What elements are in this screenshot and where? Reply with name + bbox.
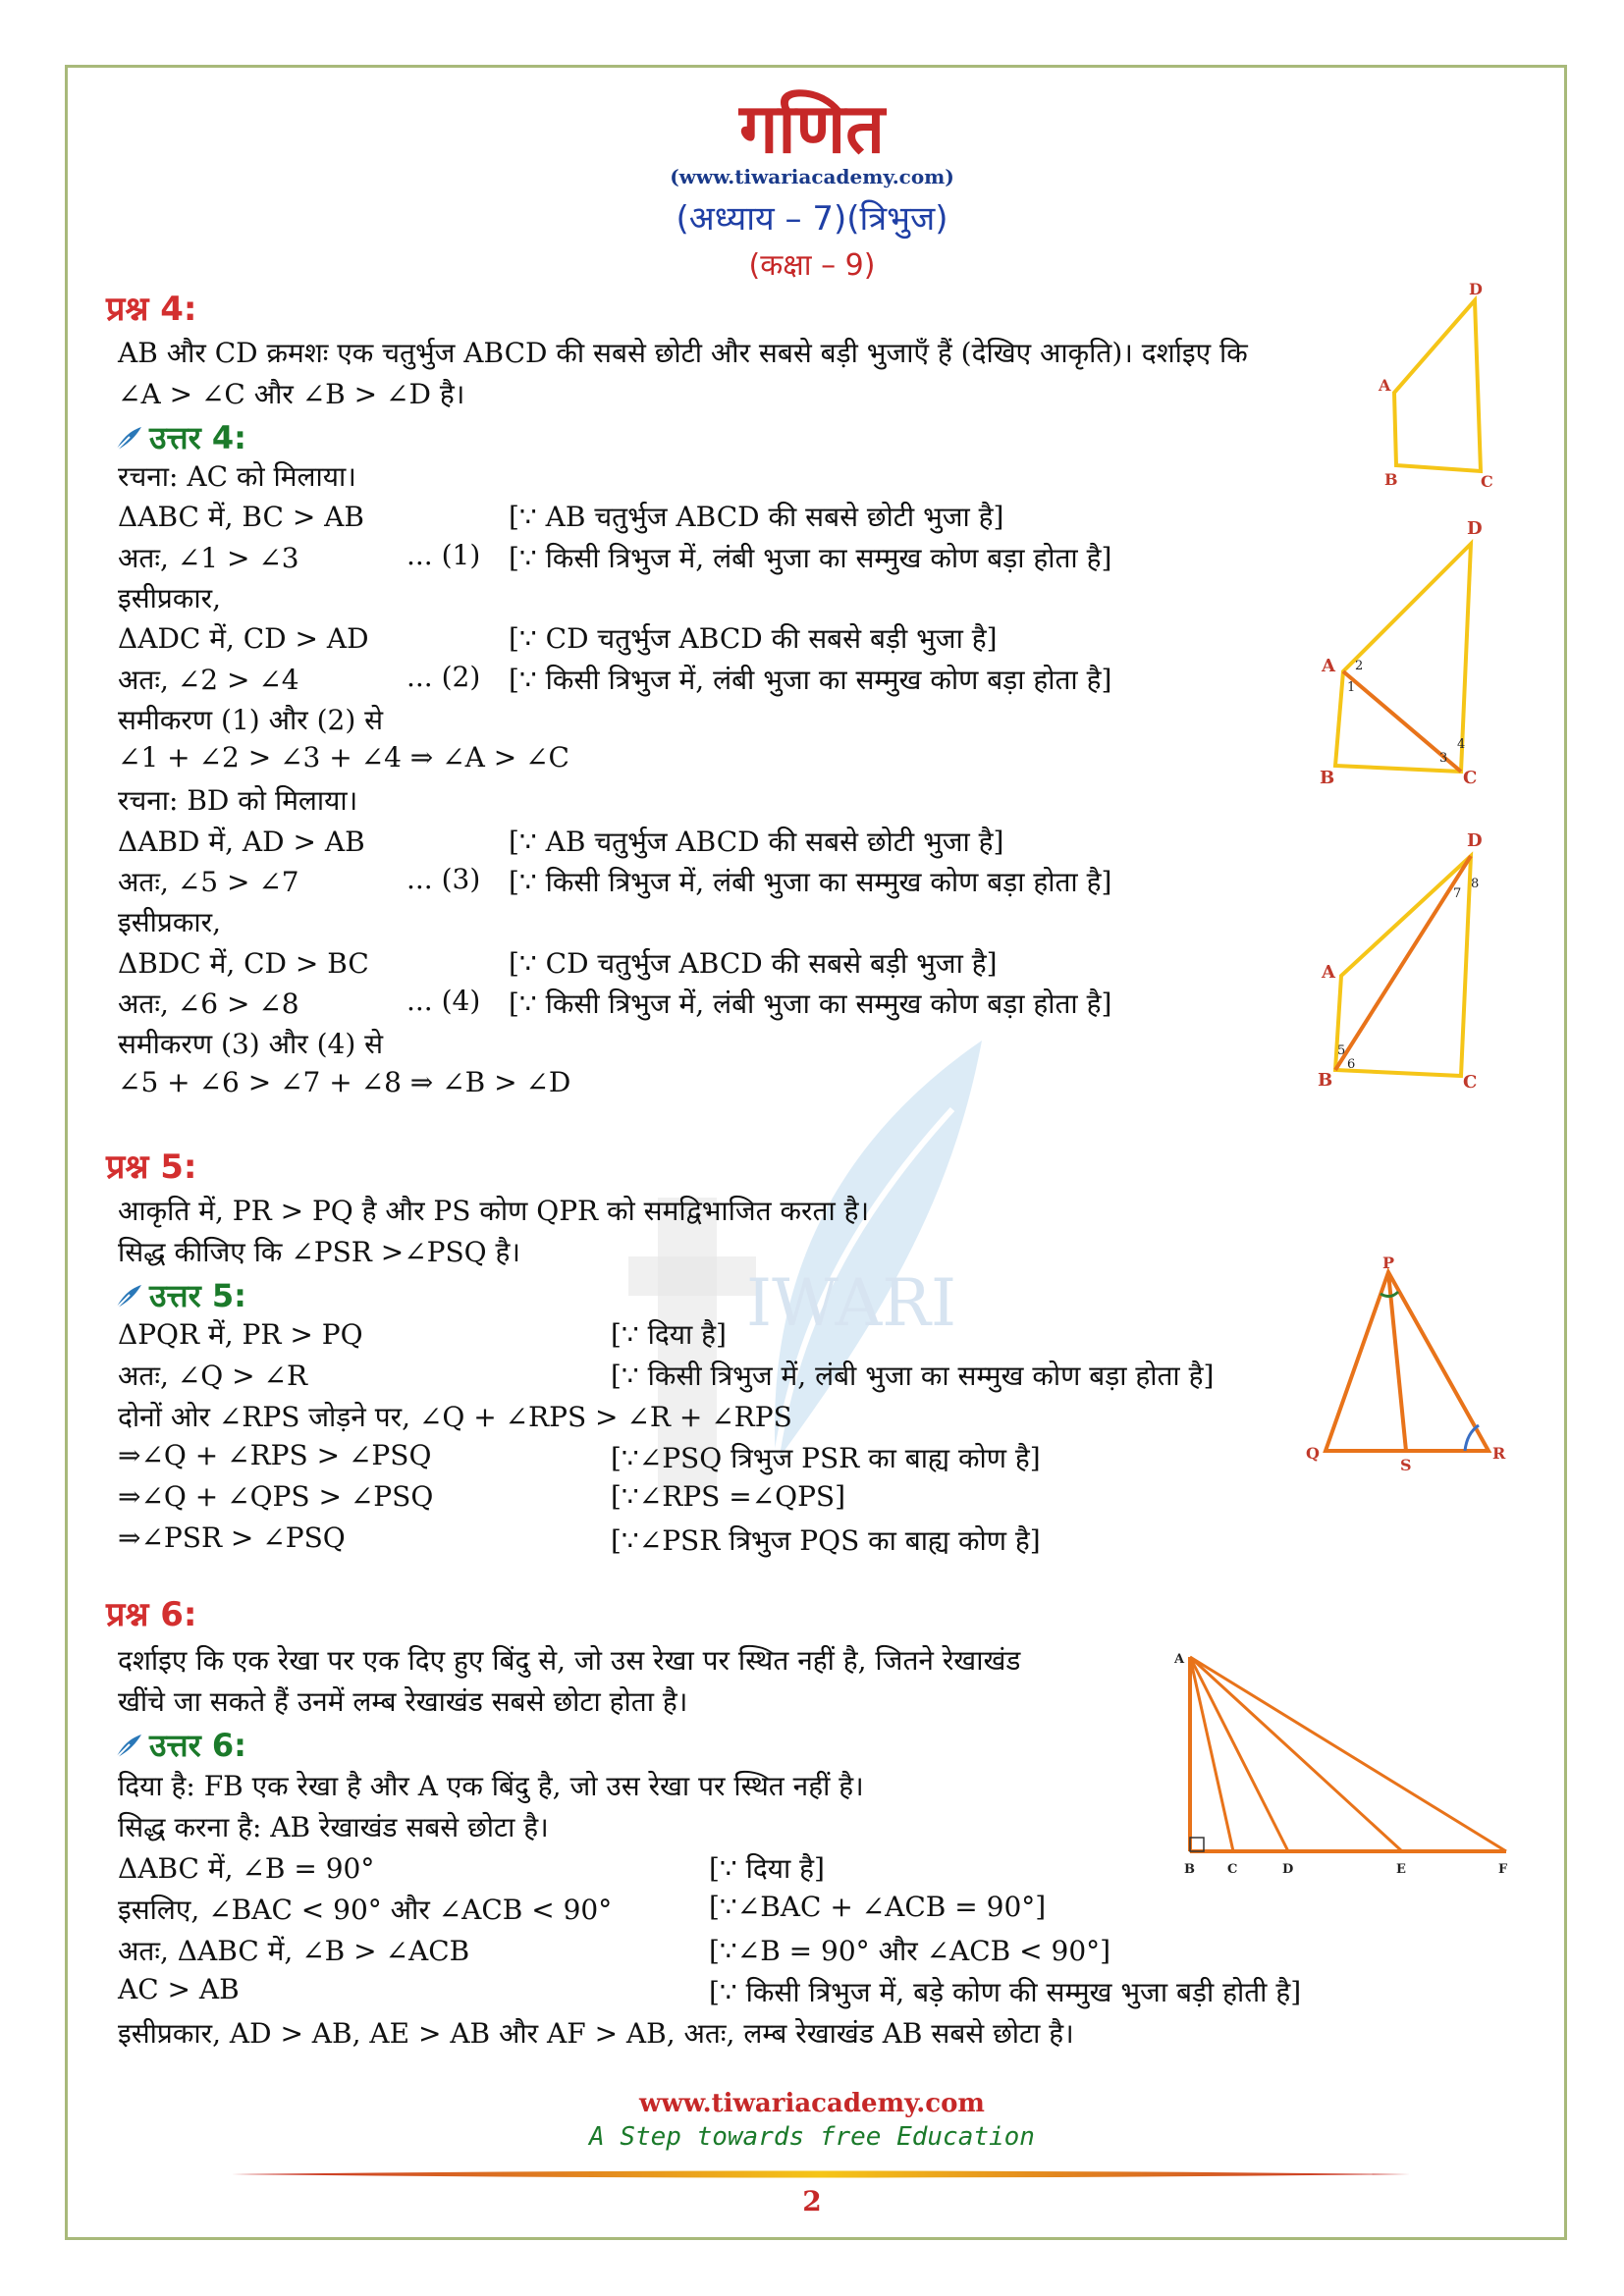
footer-divider — [232, 2169, 1410, 2179]
step-reason: [∵∠B = 90° और ∠ACB < 90°] — [709, 1935, 1111, 1967]
step-reason: [∵∠RPS =∠QPS] — [611, 1480, 846, 1513]
solution-step: ∠5 + ∠6 > ∠7 + ∠8 ⇒ ∠B > ∠D — [118, 1065, 571, 1098]
solution-step: रचना: AC को मिलाया। — [118, 460, 356, 493]
fig5-label-a: A — [1174, 1652, 1185, 1667]
solution-step: अतः, ∠5 > ∠7 — [118, 866, 299, 898]
fig2-label-c: C — [1463, 768, 1478, 788]
footer-url: www.tiwariacademy.com — [639, 2089, 985, 2118]
fig2-angle-2: 2 — [1355, 659, 1364, 673]
q6-answer-heading — [114, 1724, 246, 1766]
quill-icon — [114, 425, 143, 453]
fig1-label-c: C — [1481, 472, 1493, 491]
fig2-angle-3: 3 — [1439, 751, 1448, 766]
step-reason: [∵ CD चतुर्भुज ABCD की सबसे बड़ी भुजा है] — [509, 946, 998, 980]
fig3-label-b: B — [1318, 1070, 1333, 1091]
q5-text-2: सिद्ध कीजिए कि ∠PSR >∠PSQ है। — [118, 1236, 521, 1268]
q4-text-1: AB और CD क्रमशः एक चतुर्भुज ABCD की सबसे छोटी और सबसे बड़ी भुजाएँ हैं (देखिए आकृति)। दर्शाइए कि — [118, 337, 1248, 369]
fig2-angle-4: 4 — [1457, 737, 1466, 752]
quill-icon — [114, 1283, 143, 1310]
q6-answer-label: उत्तर 6: — [149, 1727, 246, 1764]
fig5-label-f: F — [1498, 1862, 1508, 1877]
solution-step: इसीप्रकार, — [118, 581, 221, 614]
solution-step: ΔBDC में, CD > BC — [118, 946, 369, 980]
fig3-angle-8: 8 — [1471, 877, 1480, 891]
chapter-title: (अध्याय – 7)(त्रिभुज) — [676, 199, 948, 239]
step-reason: [∵ AB चतुर्भुज ABCD की सबसे छोटी भुजा है] — [509, 501, 1004, 534]
q5-text-1: आकृति में, PR > PQ है और PS कोण QPR को समद्विभाजित करता है। — [118, 1195, 870, 1227]
solution-step: रचना: BD को मिलाया। — [118, 784, 358, 818]
equation-number: ... (4) — [406, 984, 481, 1017]
solution-step: ΔADC में, CD > AD — [118, 622, 369, 656]
figure-triangle-pqr — [1296, 1254, 1522, 1474]
step-reason: [∵ किसी त्रिभुज में, लंबी भुजा का सम्मुख कोण बड़ा होता है] — [509, 987, 1112, 1020]
solution-step: अतः, ΔABC में, ∠B > ∠ACB — [118, 1935, 470, 1967]
step-reason: [∵ किसी त्रिभुज में, लंबी भुजा का सम्मुख कोण बड़ा होता है] — [611, 1360, 1215, 1392]
fig3-label-c: C — [1463, 1072, 1478, 1093]
step-reason: [∵∠PSR त्रिभुज PQS का बाह्य कोण है] — [611, 1524, 1041, 1557]
step-reason: [∵ किसी त्रिभुज में, लंबी भुजा का सम्मुख कोण बड़ा होता है] — [509, 866, 1112, 898]
fig4-label-r: R — [1492, 1444, 1506, 1463]
solution-step: समीकरण (3) और (4) से — [118, 1028, 384, 1061]
fig2-label-d: D — [1467, 518, 1483, 539]
fig4-label-p: P — [1382, 1254, 1395, 1272]
fig3-label-a: A — [1322, 962, 1335, 983]
solution-step: ΔABC में, ∠B = 90° — [118, 1852, 375, 1885]
fig3-angle-5: 5 — [1337, 1043, 1346, 1058]
solution-step: AC > AB — [118, 1973, 240, 2005]
figure-perpendicular-segments — [1164, 1645, 1518, 1879]
q6-given: दिया है: FB एक रेखा है और A एक बिंदु है, जो उस रेखा पर स्थित नहीं है। — [118, 1770, 864, 1802]
solution-step: ⇒∠Q + ∠QPS > ∠PSQ — [118, 1480, 434, 1513]
equation-number: ... (2) — [406, 660, 481, 693]
q4-heading: प्रश्न 4: — [106, 290, 197, 329]
site-url: (www.tiwariacademy.com) — [670, 165, 954, 188]
q4-text-2: ∠A > ∠C और ∠B > ∠D है। — [118, 378, 465, 410]
step-reason: [∵∠BAC + ∠ACB = 90°] — [709, 1891, 1047, 1923]
fig1-label-a: A — [1379, 376, 1391, 395]
solution-step: ⇒∠Q + ∠RPS > ∠PSQ — [118, 1439, 432, 1471]
fig5-label-c: C — [1227, 1862, 1238, 1877]
equation-number: ... (3) — [406, 863, 481, 895]
q6-text-1: दर्शाइए कि एक रेखा पर एक दिए हुए बिंदु से, जो उस रेखा पर स्थित नहीं है, जितने रेखाखंड — [118, 1644, 1021, 1677]
fig1-label-b: B — [1384, 470, 1398, 489]
solution-step: अतः, ∠2 > ∠4 — [118, 663, 299, 696]
fig5-label-b: B — [1184, 1862, 1195, 1877]
fig2-angle-1: 1 — [1347, 680, 1356, 695]
solution-step: ΔPQR में, PR > PQ — [118, 1318, 363, 1351]
q4-answer-label: उत्तर 4: — [149, 419, 246, 456]
step-reason: [∵ किसी त्रिभुज में, लंबी भुजा का सम्मुख कोण बड़ा होता है] — [509, 541, 1112, 574]
step-reason: [∵ CD चतुर्भुज ABCD की सबसे बड़ी भुजा है] — [509, 622, 998, 656]
solution-step: अतः, ∠1 > ∠3 — [118, 541, 299, 574]
solution-step: ΔABD में, AD > AB — [118, 825, 365, 858]
fig3-angle-7: 7 — [1453, 886, 1462, 901]
q6-conclusion: इसीप्रकार, AD > AB, AE > AB और AF > AB, अतः, लम्ब रेखाखंड AB सबसे छोटा है। — [118, 2017, 1074, 2050]
solution-step: ∠1 + ∠2 > ∠3 + ∠4 ⇒ ∠A > ∠C — [118, 741, 569, 774]
solution-step: इसलिए, ∠BAC < 90° और ∠ACB < 90° — [118, 1894, 613, 1926]
fig2-label-b: B — [1320, 768, 1335, 788]
step-reason: [∵ दिया है] — [611, 1318, 727, 1351]
figure-quadrilateral — [1365, 280, 1502, 491]
fig5-label-e: E — [1396, 1862, 1406, 1877]
q4-answer-heading — [114, 416, 246, 458]
fig3-angle-6: 6 — [1347, 1057, 1356, 1072]
step-reason: [∵ किसी त्रिभुज में, बड़े कोण की सम्मुख भुजा बड़ी होती है] — [709, 1976, 1302, 2008]
solution-step: ΔABC में, BC > AB — [118, 501, 364, 534]
solution-step: दोनों ओर ∠RPS जोड़ने पर, ∠Q + ∠RPS > ∠R + ∠RPS — [118, 1401, 792, 1433]
step-reason: [∵∠PSQ त्रिभुज PSR का बाह्य कोण है] — [611, 1442, 1041, 1474]
fig5-label-d: D — [1282, 1862, 1294, 1877]
page-number: 2 — [802, 2185, 822, 2217]
page-title: गणित — [738, 88, 886, 169]
q6-heading: प्रश्न 6: — [106, 1595, 197, 1634]
class-label: (कक्षा – 9) — [748, 248, 876, 283]
figure-diagonal-ac — [1314, 514, 1481, 789]
q5-heading: प्रश्न 5: — [106, 1148, 197, 1187]
equation-number: ... (1) — [406, 538, 481, 571]
q5-answer-heading — [114, 1274, 246, 1316]
fig3-label-d: D — [1467, 830, 1483, 851]
fig2-label-a: A — [1322, 656, 1335, 676]
solution-step: अतः, ∠6 > ∠8 — [118, 987, 299, 1020]
step-reason: [∵ किसी त्रिभुज में, लंबी भुजा का सम्मुख कोण बड़ा होता है] — [509, 663, 1112, 696]
q6-to-prove: सिद्ध करना है: AB रेखाखंड सबसे छोटा है। — [118, 1811, 549, 1843]
fig1-label-d: D — [1469, 280, 1483, 298]
fig4-label-s: S — [1400, 1456, 1412, 1474]
step-reason: [∵ AB चतुर्भुज ABCD की सबसे छोटी भुजा है] — [509, 825, 1004, 858]
q6-text-2: खींचे जा सकते हैं उनमें लम्ब रेखाखंड सबसे छोटा होता है। — [118, 1685, 688, 1718]
solution-step: समीकरण (1) और (2) से — [118, 703, 384, 736]
solution-step: ⇒∠PSR > ∠PSQ — [118, 1522, 346, 1554]
quill-icon — [114, 1733, 143, 1760]
fig4-label-q: Q — [1306, 1444, 1320, 1463]
step-reason: [∵ दिया है] — [709, 1852, 825, 1885]
footer-tagline: A Step towards free Education — [589, 2122, 1035, 2152]
figure-diagonal-bd — [1314, 827, 1481, 1101]
watermark-text: IWARI — [746, 1265, 957, 1341]
solution-step: अतः, ∠Q > ∠R — [118, 1360, 308, 1392]
q5-answer-label: उत्तर 5: — [149, 1277, 246, 1314]
solution-step: इसीप्रकार, — [118, 906, 221, 939]
